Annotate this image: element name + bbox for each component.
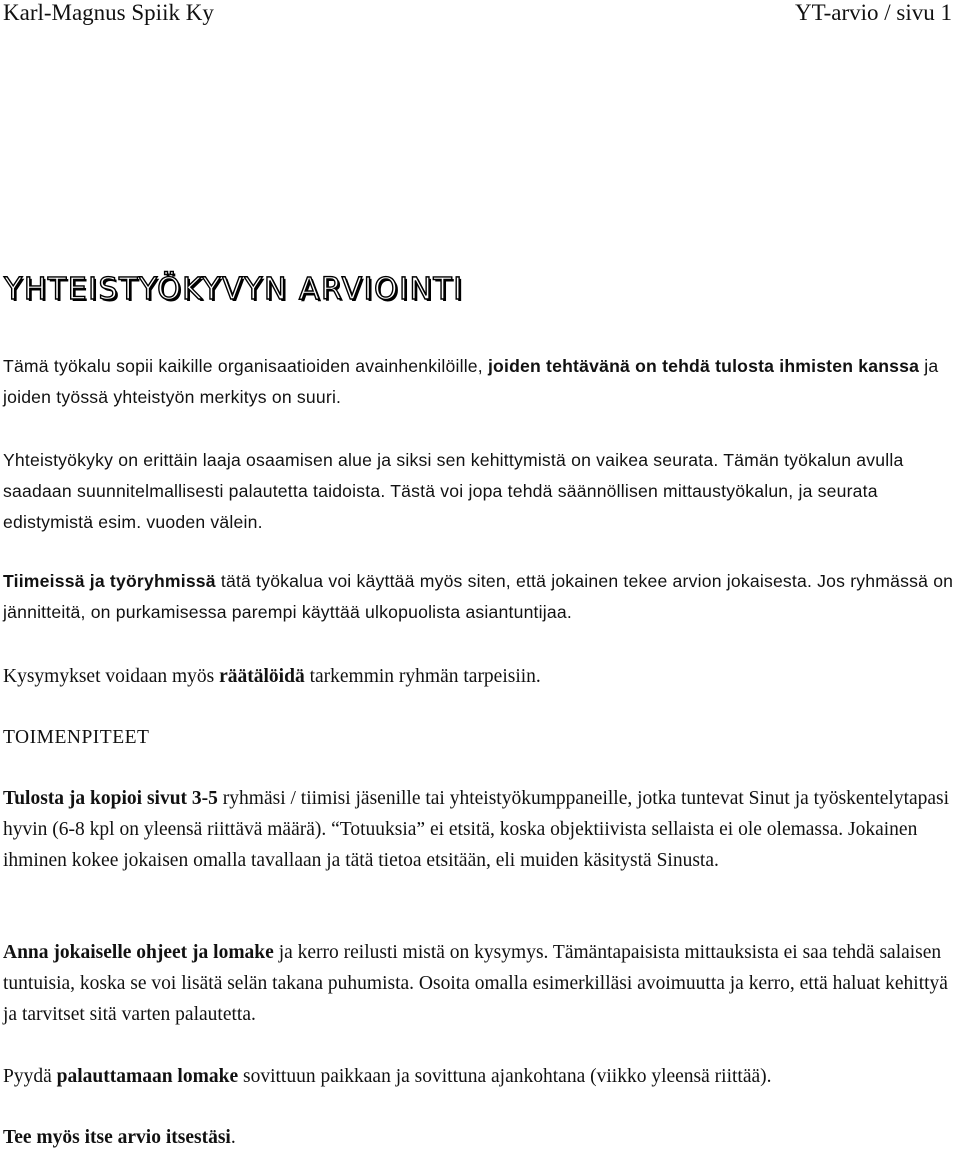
step2-bold: Anna jokaiselle ohjeet ja lomake [3, 942, 274, 963]
teams-text: tätä työkalua voi käyttää myös siten, että jokainen tekee arvion jokaisesta. Jos ryhmässä on jännitteitä, on purkamisessa parempi käyttää ulkopuolista asiantuntijaa. [3, 571, 954, 622]
paragraph-tailoring [3, 661, 958, 692]
intro-paragraph [3, 351, 958, 413]
intro-bold-1: joiden tehtävänä on tehdä tulosta ihmisten kanssa [487, 356, 920, 376]
tailoring-bold: räätälöidä [219, 666, 305, 687]
step4-bold: Tee myös itse arvio itsestäsi [3, 1127, 231, 1148]
teams-bold: Tiimeissä ja työryhmissä [3, 571, 216, 591]
step2-text: ja kerro reilusti mistä on kysymys. Tämäntapaisista mittauksista ei saa tehdä salaisen tuntuisia, koska se voi lisätä selän takana puhumista. Osoita omalla esimerkilläsi avoimuutta ja kerro, että haluat kehittyä ja tarvitset sitä varten palautetta. [3, 942, 948, 1025]
step3-bold: palauttamaan lomake [56, 1066, 239, 1087]
step-self-assessment [3, 1122, 958, 1153]
paragraph-teams [3, 566, 958, 628]
step4-text: . [230, 1127, 236, 1148]
step1-text: ryhmäsi / tiimisi jäsenille tai yhteistyökumppaneille, jotka tuntevat Sinut ja työskentelytapasi hyvin (6-8 kpl on yleensä riittävä määrä). “Totuuksia” ei etsitä, koska objektiivista sellaista ei ole olemassa. Jokainen ihminen kokee jokaisen omalla tavallaan ja tätä tietoa etsitään, eli muiden käsitystä Sinusta. [3, 788, 950, 871]
intro-text-2: ja joiden työssä yhteistyön merkitys on suuri. [3, 356, 939, 407]
document-title: YHTEISTYÖKYVYN ARVIOINTI [4, 272, 464, 307]
step3-text-1: Pyydä [3, 1066, 57, 1087]
tailoring-text-1: Kysymykset voidaan myös [3, 666, 220, 687]
step-instructions [3, 937, 958, 1030]
intro-text-1: Tämä työkalu sopii kaikille organisaatioiden avainhenkilöille, [3, 356, 488, 376]
paragraph-development: Yhteistyökyky on erittäin laaja osaamisen alue ja siksi sen kehittymistä on vaikea seurata. Tämän työkalun avulla saadaan suunnitelmallisesti palautetta taidoista. Tästä voi jopa tehdä säännöllisen mittaustyökalun, ja seurata edistymistä esim. vuoden välein. [3, 450, 904, 532]
step-return-form [3, 1061, 958, 1092]
section-heading-actions: TOIMENPITEET [3, 727, 150, 748]
tailoring-text-2: tarkemmin ryhmän tarpeisiin. [304, 666, 541, 687]
step-print-copy [3, 783, 958, 876]
header-page-label: YT-arvio / sivu 1 [795, 0, 952, 25]
step1-bold: Tulosta ja kopioi sivut 3-5 [3, 788, 218, 809]
step3-text-2: sovittuun paikkaan ja sovittuna ajankohtana (viikko yleensä riittää). [238, 1066, 772, 1087]
header-company: Karl-Magnus Spiik Ky [3, 0, 214, 25]
